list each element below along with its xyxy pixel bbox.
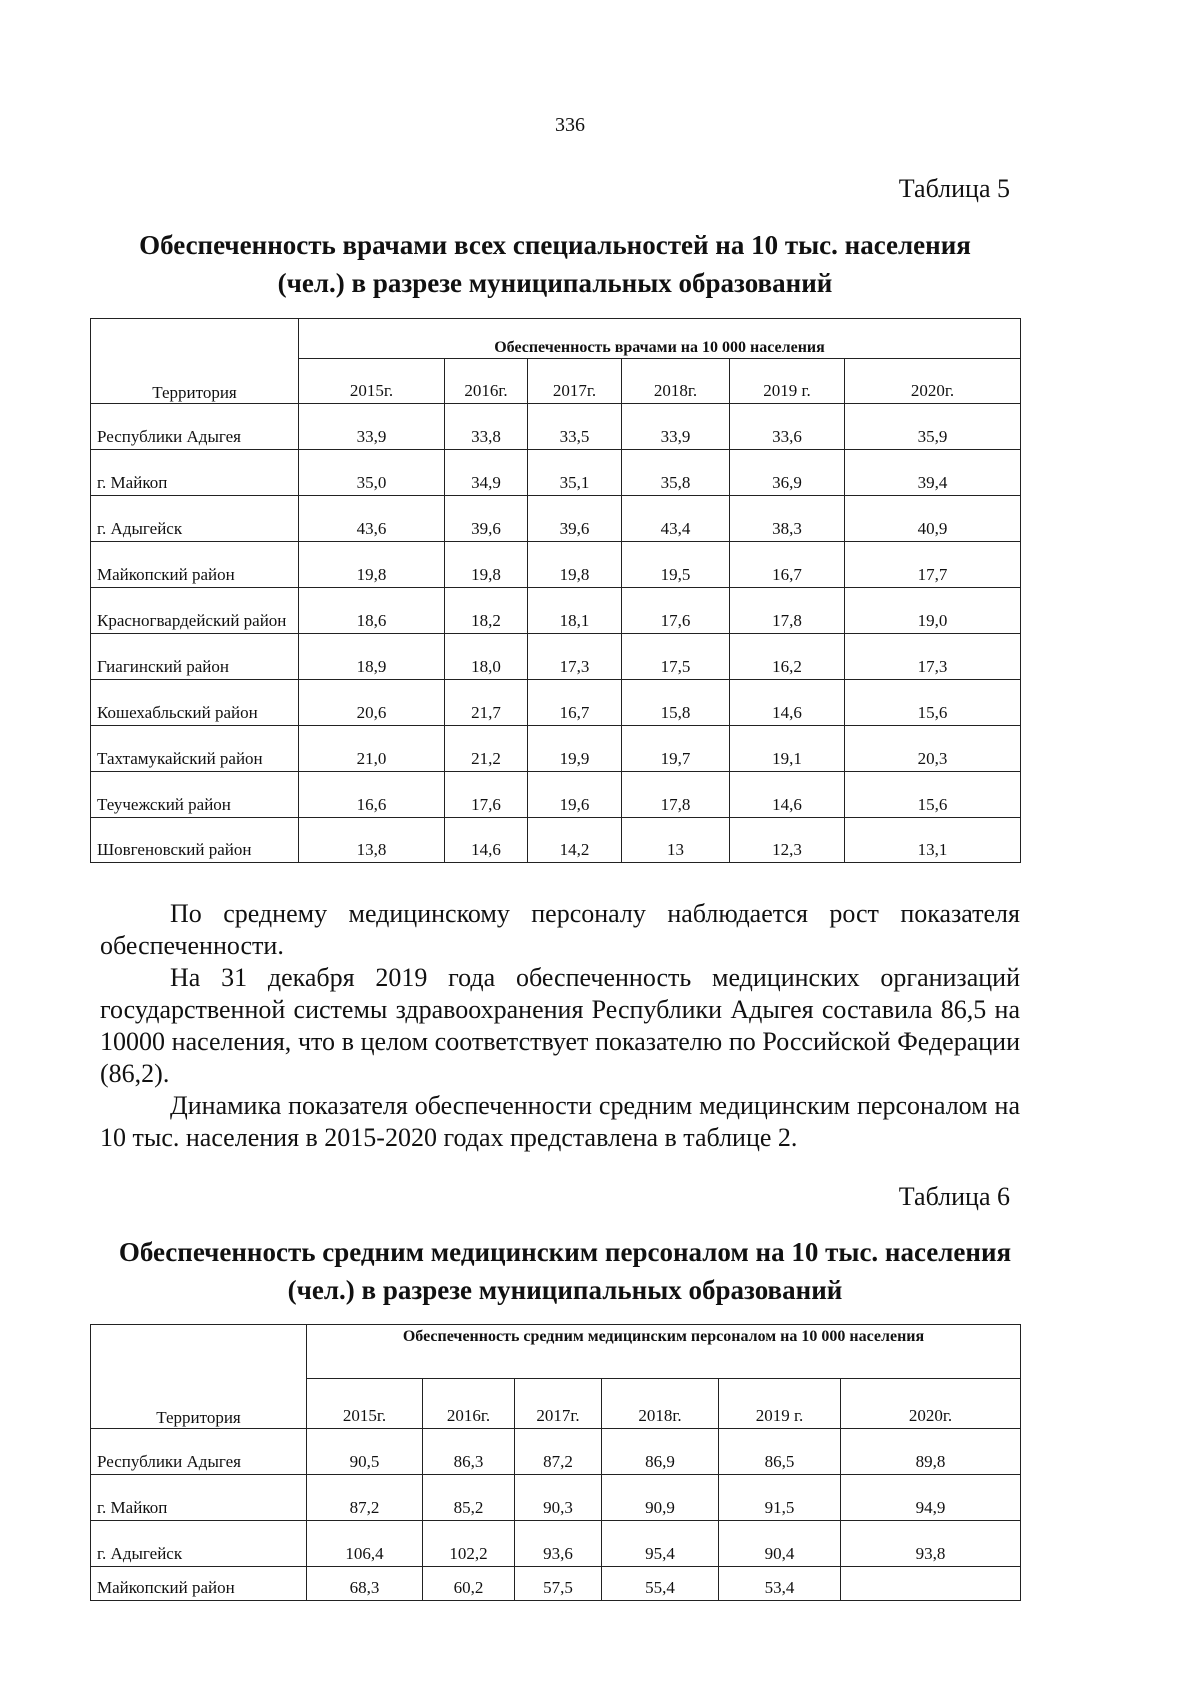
value-cell: 90,5 <box>307 1429 423 1475</box>
table6-title-line1: Обеспеченность средним медицинским персоналом на 10 тыс. населения <box>118 1237 1012 1267</box>
value-cell: 20,3 <box>845 726 1021 772</box>
value-cell: 87,2 <box>307 1475 423 1521</box>
value-cell: 18,6 <box>299 588 445 634</box>
territory-cell: г. Адыгейск <box>91 1521 307 1567</box>
table6 <box>90 1324 1021 1601</box>
value-cell: 16,6 <box>299 772 445 818</box>
value-cell: 89,8 <box>841 1429 1021 1475</box>
value-cell: 14,6 <box>730 772 845 818</box>
value-cell: 86,5 <box>719 1429 841 1475</box>
table6-year-header: 2015г. <box>307 1379 423 1429</box>
value-cell: 19,9 <box>528 726 622 772</box>
table-row <box>91 818 1021 863</box>
value-cell: 16,7 <box>528 680 622 726</box>
value-cell: 13 <box>622 818 730 863</box>
table5-label: Таблица 5 <box>898 174 1010 203</box>
value-cell: 86,3 <box>423 1429 515 1475</box>
table5-year-header: 2019 г. <box>730 359 845 404</box>
value-cell: 17,3 <box>845 634 1021 680</box>
value-cell: 33,6 <box>730 404 845 450</box>
value-cell: 17,6 <box>445 772 528 818</box>
value-cell: 102,2 <box>423 1521 515 1567</box>
value-cell <box>841 1567 1021 1601</box>
territory-cell: Майкопский район <box>91 542 299 588</box>
value-cell: 19,8 <box>299 542 445 588</box>
value-cell: 38,3 <box>730 496 845 542</box>
table6-title-line2: (чел.) в разрезе муниципальных образований <box>287 1275 843 1305</box>
value-cell: 35,8 <box>622 450 730 496</box>
value-cell: 90,3 <box>515 1475 602 1521</box>
value-cell: 106,4 <box>307 1521 423 1567</box>
value-cell: 39,4 <box>845 450 1021 496</box>
value-cell: 17,3 <box>528 634 622 680</box>
value-cell: 19,1 <box>730 726 845 772</box>
value-cell: 18,1 <box>528 588 622 634</box>
value-cell: 12,3 <box>730 818 845 863</box>
table5-year-header: 2018г. <box>622 359 730 404</box>
table-row <box>91 772 1021 818</box>
table6-territory-header: Территория <box>91 1325 307 1429</box>
value-cell: 35,0 <box>299 450 445 496</box>
paragraph-3: Динамика показателя обеспеченности средним медицинским персоналом на 10 тыс. населения в 2015-2020 годах представлена в таблице 2. <box>100 1091 1020 1152</box>
value-cell: 40,9 <box>845 496 1021 542</box>
value-cell: 17,6 <box>622 588 730 634</box>
value-cell: 90,4 <box>719 1521 841 1567</box>
value-cell: 15,6 <box>845 772 1021 818</box>
value-cell: 18,0 <box>445 634 528 680</box>
table-row <box>91 1475 1021 1521</box>
value-cell: 39,6 <box>528 496 622 542</box>
value-cell: 35,9 <box>845 404 1021 450</box>
territory-cell: Шовгеновский район <box>91 818 299 863</box>
value-cell: 20,6 <box>299 680 445 726</box>
value-cell: 91,5 <box>719 1475 841 1521</box>
value-cell: 16,7 <box>730 542 845 588</box>
value-cell: 95,4 <box>602 1521 719 1567</box>
value-cell: 18,9 <box>299 634 445 680</box>
table5 <box>90 318 1021 863</box>
value-cell: 15,8 <box>622 680 730 726</box>
value-cell: 13,8 <box>299 818 445 863</box>
paragraph-1: По среднему медицинскому персоналу наблюдается рост показателя обеспеченности. <box>100 899 1020 960</box>
table-row <box>91 450 1021 496</box>
table5-title-line2: (чел.) в разрезе муниципальных образований <box>277 268 833 298</box>
territory-cell: Красногвардейский район <box>91 588 299 634</box>
territory-cell: Тахтамукайский район <box>91 726 299 772</box>
table5-territory-header: Территория <box>91 319 299 404</box>
value-cell: 35,1 <box>528 450 622 496</box>
table-row <box>91 496 1021 542</box>
table-row <box>91 1521 1021 1567</box>
value-cell: 36,9 <box>730 450 845 496</box>
table6-label: Таблица 6 <box>898 1182 1010 1211</box>
table6-year-header: 2017г. <box>515 1379 602 1429</box>
table6-year-header: 2016г. <box>423 1379 515 1429</box>
value-cell: 17,8 <box>730 588 845 634</box>
territory-cell: Республики Адыгея <box>91 1429 307 1475</box>
table-row <box>91 1567 1021 1601</box>
value-cell: 43,4 <box>622 496 730 542</box>
table5-year-header: 2020г. <box>845 359 1021 404</box>
territory-cell: Гиагинский район <box>91 634 299 680</box>
value-cell: 13,1 <box>845 818 1021 863</box>
value-cell: 16,2 <box>730 634 845 680</box>
value-cell: 34,9 <box>445 450 528 496</box>
value-cell: 33,5 <box>528 404 622 450</box>
table-row <box>91 588 1021 634</box>
table5-title <box>90 226 1020 302</box>
value-cell: 43,6 <box>299 496 445 542</box>
table6-year-header: 2020г. <box>841 1379 1021 1429</box>
territory-cell: г. Адыгейск <box>91 496 299 542</box>
table-row <box>91 1429 1021 1475</box>
value-cell: 57,5 <box>515 1567 602 1601</box>
value-cell: 14,2 <box>528 818 622 863</box>
value-cell: 33,9 <box>622 404 730 450</box>
table-row <box>91 634 1021 680</box>
value-cell: 14,6 <box>730 680 845 726</box>
value-cell: 21,7 <box>445 680 528 726</box>
value-cell: 19,8 <box>445 542 528 588</box>
value-cell: 93,6 <box>515 1521 602 1567</box>
table5-group-header: Обеспеченность врачами на 10 000 населения <box>299 319 1021 359</box>
table6-year-header: 2018г. <box>602 1379 719 1429</box>
territory-cell: Теучежский район <box>91 772 299 818</box>
table-row <box>91 726 1021 772</box>
table-row <box>91 404 1021 450</box>
value-cell: 86,9 <box>602 1429 719 1475</box>
value-cell: 68,3 <box>307 1567 423 1601</box>
paragraph-2: На 31 декабря 2019 года обеспеченность медицинских организаций государственной системы здравоохранения Республики Адыгея составила 86,5 на 10000 населения, что в целом соответствует показателю по Российской Федерации (86,2). <box>100 963 1020 1088</box>
table6-title <box>100 1233 1030 1309</box>
value-cell: 18,2 <box>445 588 528 634</box>
territory-cell: Республики Адыгея <box>91 404 299 450</box>
value-cell: 33,8 <box>445 404 528 450</box>
table6-year-header: 2019 г. <box>719 1379 841 1429</box>
table-row <box>91 680 1021 726</box>
value-cell: 19,7 <box>622 726 730 772</box>
value-cell: 17,7 <box>845 542 1021 588</box>
value-cell: 14,6 <box>445 818 528 863</box>
value-cell: 21,2 <box>445 726 528 772</box>
value-cell: 39,6 <box>445 496 528 542</box>
value-cell: 15,6 <box>845 680 1021 726</box>
value-cell: 19,6 <box>528 772 622 818</box>
value-cell: 17,8 <box>622 772 730 818</box>
value-cell: 21,0 <box>299 726 445 772</box>
value-cell: 87,2 <box>515 1429 602 1475</box>
value-cell: 17,5 <box>622 634 730 680</box>
table5-title-line1: Обеспеченность врачами всех специальностей на 10 тыс. населения <box>139 230 971 260</box>
table5-year-header: 2015г. <box>299 359 445 404</box>
value-cell: 19,0 <box>845 588 1021 634</box>
value-cell: 93,8 <box>841 1521 1021 1567</box>
value-cell: 53,4 <box>719 1567 841 1601</box>
value-cell: 94,9 <box>841 1475 1021 1521</box>
territory-cell: г. Майкоп <box>91 450 299 496</box>
territory-cell: Кошехабльский район <box>91 680 299 726</box>
value-cell: 85,2 <box>423 1475 515 1521</box>
value-cell: 90,9 <box>602 1475 719 1521</box>
table-row <box>91 542 1021 588</box>
value-cell: 55,4 <box>602 1567 719 1601</box>
table5-year-header: 2016г. <box>445 359 528 404</box>
value-cell: 33,9 <box>299 404 445 450</box>
value-cell: 19,5 <box>622 542 730 588</box>
page-number: 336 <box>555 114 585 136</box>
table5-year-header: 2017г. <box>528 359 622 404</box>
value-cell: 60,2 <box>423 1567 515 1601</box>
table6-group-header: Обеспеченность средним медицинским персоналом на 10 000 населения <box>307 1325 1021 1379</box>
territory-cell: Майкопский район <box>91 1567 307 1601</box>
territory-cell: г. Майкоп <box>91 1475 307 1521</box>
value-cell: 19,8 <box>528 542 622 588</box>
